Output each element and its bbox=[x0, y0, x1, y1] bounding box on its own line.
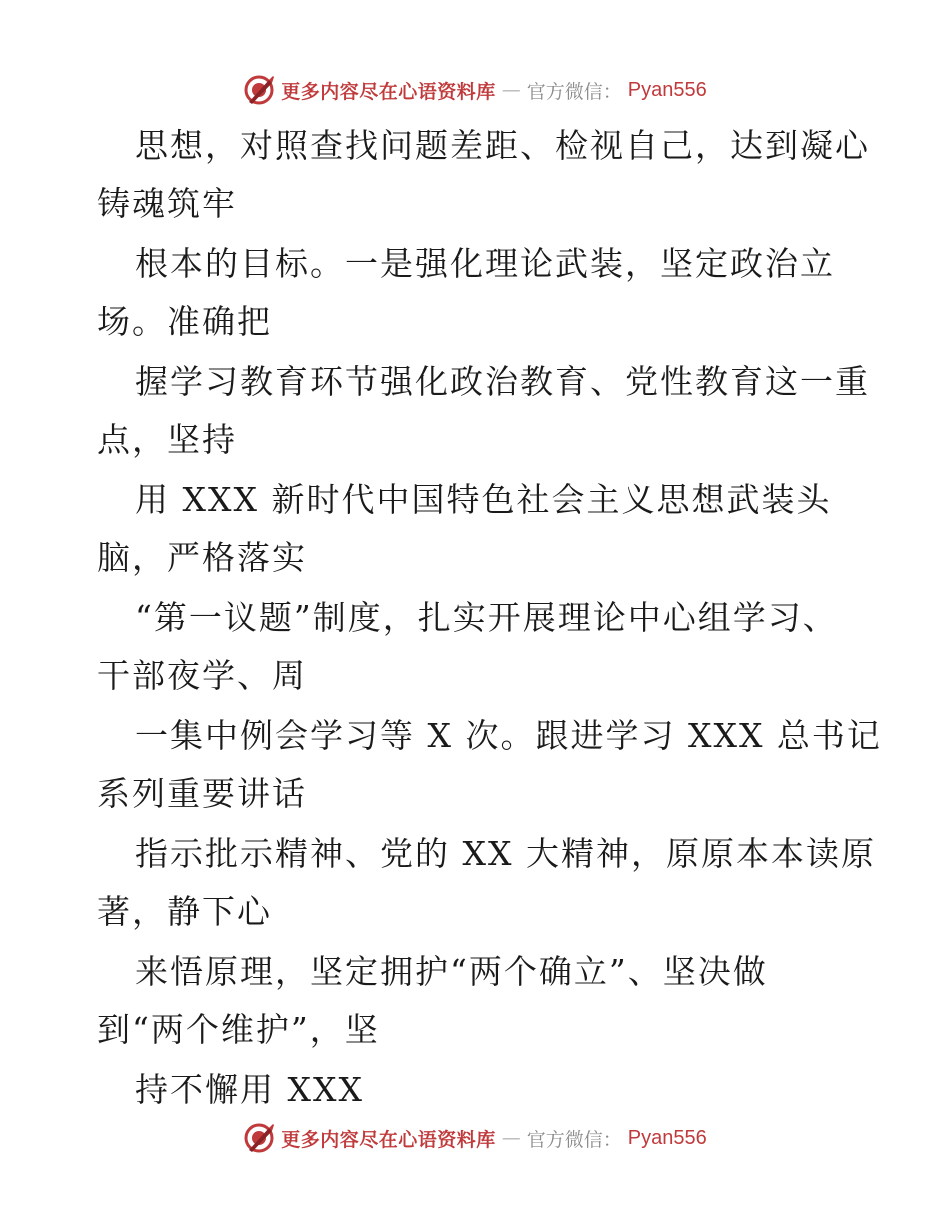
footer-banner bbox=[0, 1118, 950, 1158]
header-dash: — bbox=[501, 79, 521, 101]
body-line: 著，静下心 bbox=[97, 892, 272, 931]
body-line: 点，坚持 bbox=[97, 420, 237, 459]
footer-banner-inner bbox=[243, 1122, 707, 1154]
header-banner bbox=[0, 70, 950, 110]
header-label: 官方微信： bbox=[526, 80, 622, 103]
body-line: 思想，对照查找问题差距、检视自己，达到凝心 bbox=[135, 126, 870, 165]
body-line: 一集中例会学习等 X 次。跟进学习 XXX 总书记 bbox=[135, 716, 882, 755]
body-line: 到“两个维护”，坚 bbox=[97, 1010, 380, 1049]
body-line: 场。准确把 bbox=[97, 302, 272, 341]
footer-wechat-id: Pyan556 bbox=[627, 1126, 707, 1149]
body-line: 用 XXX 新时代中国特色社会主义思想武装头 bbox=[135, 480, 832, 519]
body-line: 铸魂筑牢 bbox=[97, 184, 237, 223]
pen-logo-icon bbox=[243, 74, 275, 106]
body-line: 干部夜学、周 bbox=[97, 656, 307, 695]
header-wechat-id: Pyan556 bbox=[627, 78, 707, 101]
body-line: “第一议题”制度，扎实开展理论中心组学习、 bbox=[135, 598, 838, 637]
body-line: 来悟原理，坚定拥护“两个确立”、坚决做 bbox=[135, 952, 768, 991]
body-line: 系列重要讲话 bbox=[97, 774, 307, 813]
body-line: 根本的目标。一是强化理论武装，坚定政治立 bbox=[135, 244, 835, 283]
body-line: 脑，严格落实 bbox=[97, 538, 307, 577]
header-banner-inner bbox=[243, 74, 707, 106]
pen-logo-icon bbox=[243, 1122, 275, 1154]
footer-slogan: 更多内容尽在心语资料库 bbox=[281, 1128, 496, 1151]
body-line: 指示批示精神、党的 XX 大精神，原原本本读原 bbox=[135, 834, 876, 873]
footer-label: 官方微信： bbox=[526, 1128, 622, 1151]
body-line: 持不懈用 XXX bbox=[135, 1070, 364, 1109]
header-slogan: 更多内容尽在心语资料库 bbox=[281, 80, 496, 103]
footer-dash: — bbox=[501, 1127, 521, 1149]
body-line: 握学习教育环节强化政治教育、党性教育这一重 bbox=[135, 362, 870, 401]
